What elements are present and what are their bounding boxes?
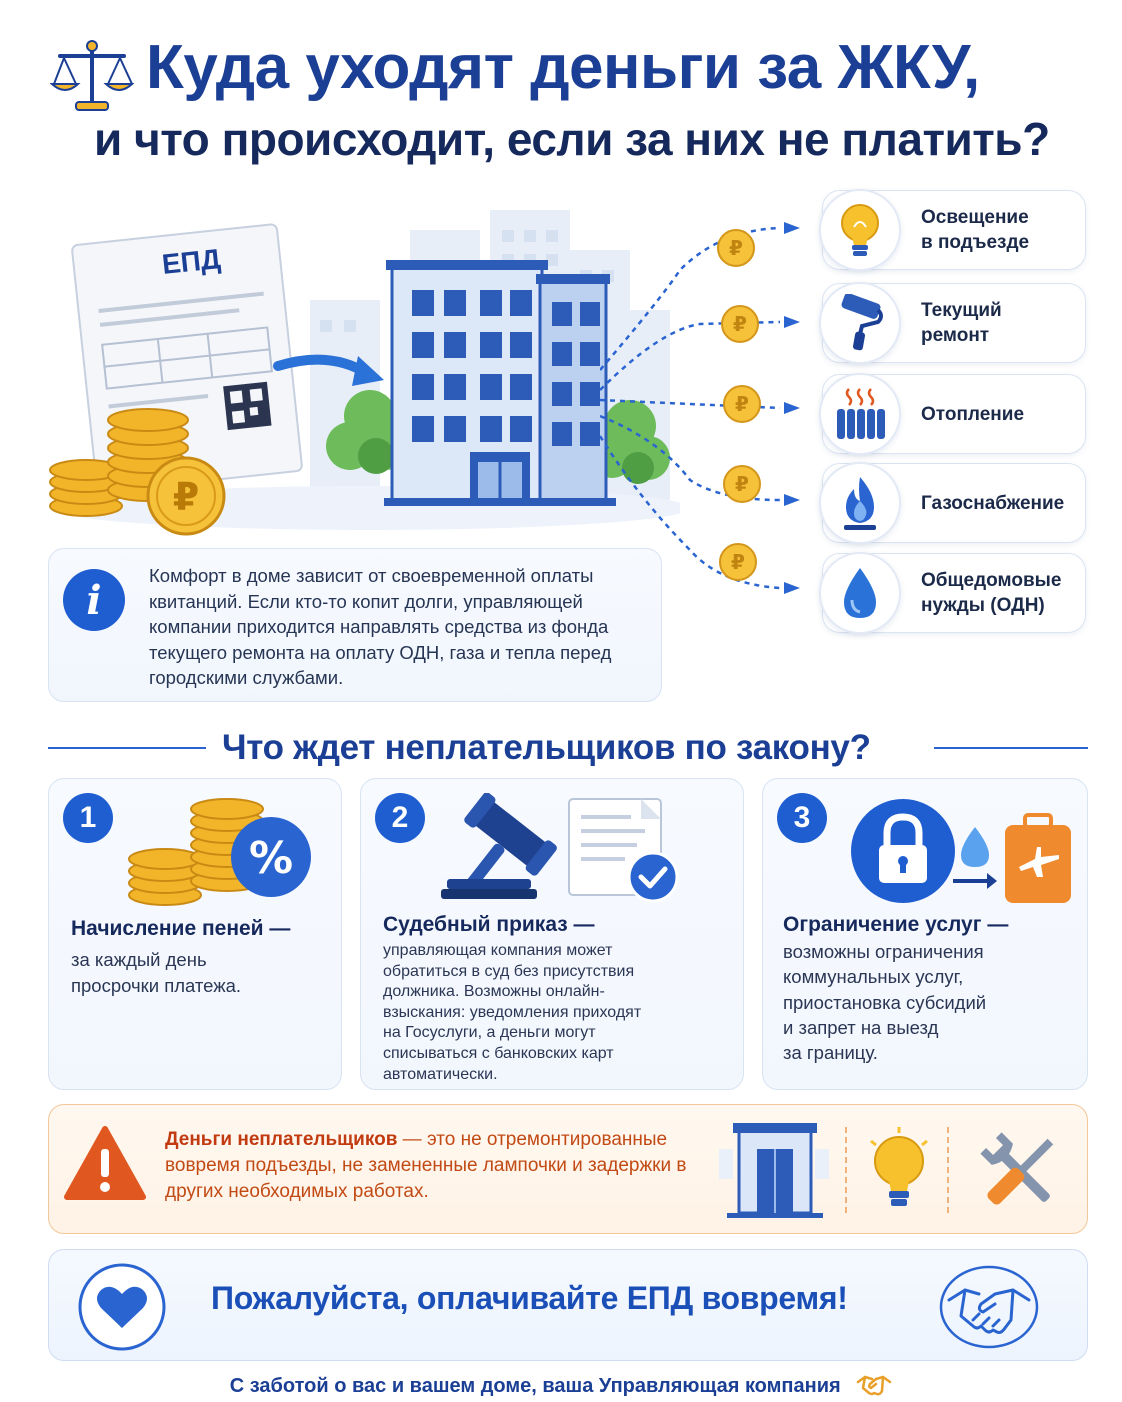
- percent-badge: %: [248, 833, 294, 884]
- coins-percent-icon: [125, 797, 325, 909]
- service-repair: [822, 283, 1086, 363]
- handshake-icon: [939, 1264, 1039, 1350]
- card-number: 2: [375, 793, 425, 843]
- service-coins: [718, 230, 760, 580]
- divider: [947, 1127, 949, 1213]
- service-label: Газоснабжение: [921, 492, 1065, 514]
- footer-text: С заботой о вас и вашем доме, ваша Управляющая компания: [229, 1375, 841, 1397]
- card-title: Судебный приказ —: [383, 913, 595, 936]
- light-bulb-icon: [836, 201, 884, 259]
- service-label: Освещение в подъезде: [921, 207, 1030, 253]
- cta-box: [48, 1249, 1088, 1361]
- warning-text: [165, 1127, 725, 1205]
- card-text: возможны ограничения коммунальных услуг, приостановка субсидий и запрет на выезд за границу.: [783, 941, 987, 1064]
- service-label: Общедомовые нужды (ОДН): [921, 570, 1062, 616]
- svg-text:₽: ₽: [735, 392, 749, 416]
- svg-text:₽: ₽: [731, 550, 745, 574]
- hero-illustration: [40, 190, 680, 540]
- card-text: управляющая компания может обратиться в суд без присутствия должника. Возможны онлайн- взыскания: уведомления приходят на Госуслуги, а деньги могут списываться с банковских карт автоматически.: [383, 942, 642, 1083]
- scales-icon: [50, 38, 134, 114]
- apartment-building: [384, 260, 616, 506]
- heart-icon: [77, 1262, 167, 1352]
- card-text: за каждый день просрочки платежа.: [71, 949, 242, 996]
- gas-flame-icon: [838, 475, 882, 531]
- lock-water-luggage-icon: [849, 797, 1079, 907]
- page-subtitle: и что происходит, если за них не платить?: [94, 113, 1050, 165]
- coin-symbol: ₽: [172, 475, 200, 519]
- handshake-icon: [856, 1372, 892, 1398]
- service-label: Текущий ремонт: [921, 300, 1002, 346]
- epd-label: ЕПД: [160, 243, 223, 281]
- warning-box: [48, 1104, 1088, 1234]
- footer: [0, 1372, 1122, 1398]
- service-heating: [822, 374, 1086, 454]
- entrance-door-icon: [719, 1119, 829, 1219]
- law-card-restrictions: [762, 778, 1088, 1090]
- header: [50, 30, 1090, 170]
- warning-icon: [63, 1125, 147, 1201]
- service-lighting: [822, 190, 1086, 270]
- radiator-icon: [833, 385, 887, 443]
- service-gas: [822, 463, 1086, 543]
- svg-text:₽: ₽: [729, 236, 743, 260]
- cta-text: Пожалуйста, оплачивайте ЕПД вовремя!: [211, 1280, 848, 1316]
- service-label: Отопление: [921, 403, 1025, 425]
- light-bulb-icon: [867, 1127, 931, 1217]
- warning-rest: — это не отремонтированные вовремя подъезды, не замененные лампочки и задержки в других необходимых работах.: [165, 1129, 687, 1202]
- divider: [48, 747, 206, 749]
- card-title: Начисление пеней —: [71, 917, 291, 940]
- warning-strong: Деньги неплательщиков: [165, 1129, 398, 1150]
- info-text: Комфорт в доме зависит от своевременной оплаты квитанций. Если кто-то копит долги, управляющей компании приходится направлять средства из фонда текущего ремонта на оплату ОДН, газа и тепла перед городскими службами.: [149, 565, 612, 688]
- info-icon: i: [63, 569, 125, 631]
- card-number: 3: [777, 793, 827, 843]
- service-common-needs: [822, 553, 1086, 633]
- card-title: Ограничение услуг —: [783, 913, 1009, 936]
- divider: [845, 1127, 847, 1213]
- law-card-court-order: [360, 778, 744, 1090]
- card-number: 1: [63, 793, 113, 843]
- page-title: Куда уходят деньги за ЖКУ,: [146, 33, 980, 102]
- svg-text:₽: ₽: [733, 312, 747, 336]
- section-title: Что ждет неплательщиков по закону?: [222, 728, 871, 767]
- gavel-document-icon: [441, 793, 681, 903]
- paint-roller-icon: [834, 294, 886, 352]
- law-card-penalties: [48, 778, 342, 1090]
- water-drop-icon: [840, 566, 880, 620]
- wrench-screwdriver-icon: [973, 1125, 1067, 1219]
- info-box: [48, 548, 662, 702]
- svg-text:₽: ₽: [735, 472, 749, 496]
- divider: [934, 747, 1088, 749]
